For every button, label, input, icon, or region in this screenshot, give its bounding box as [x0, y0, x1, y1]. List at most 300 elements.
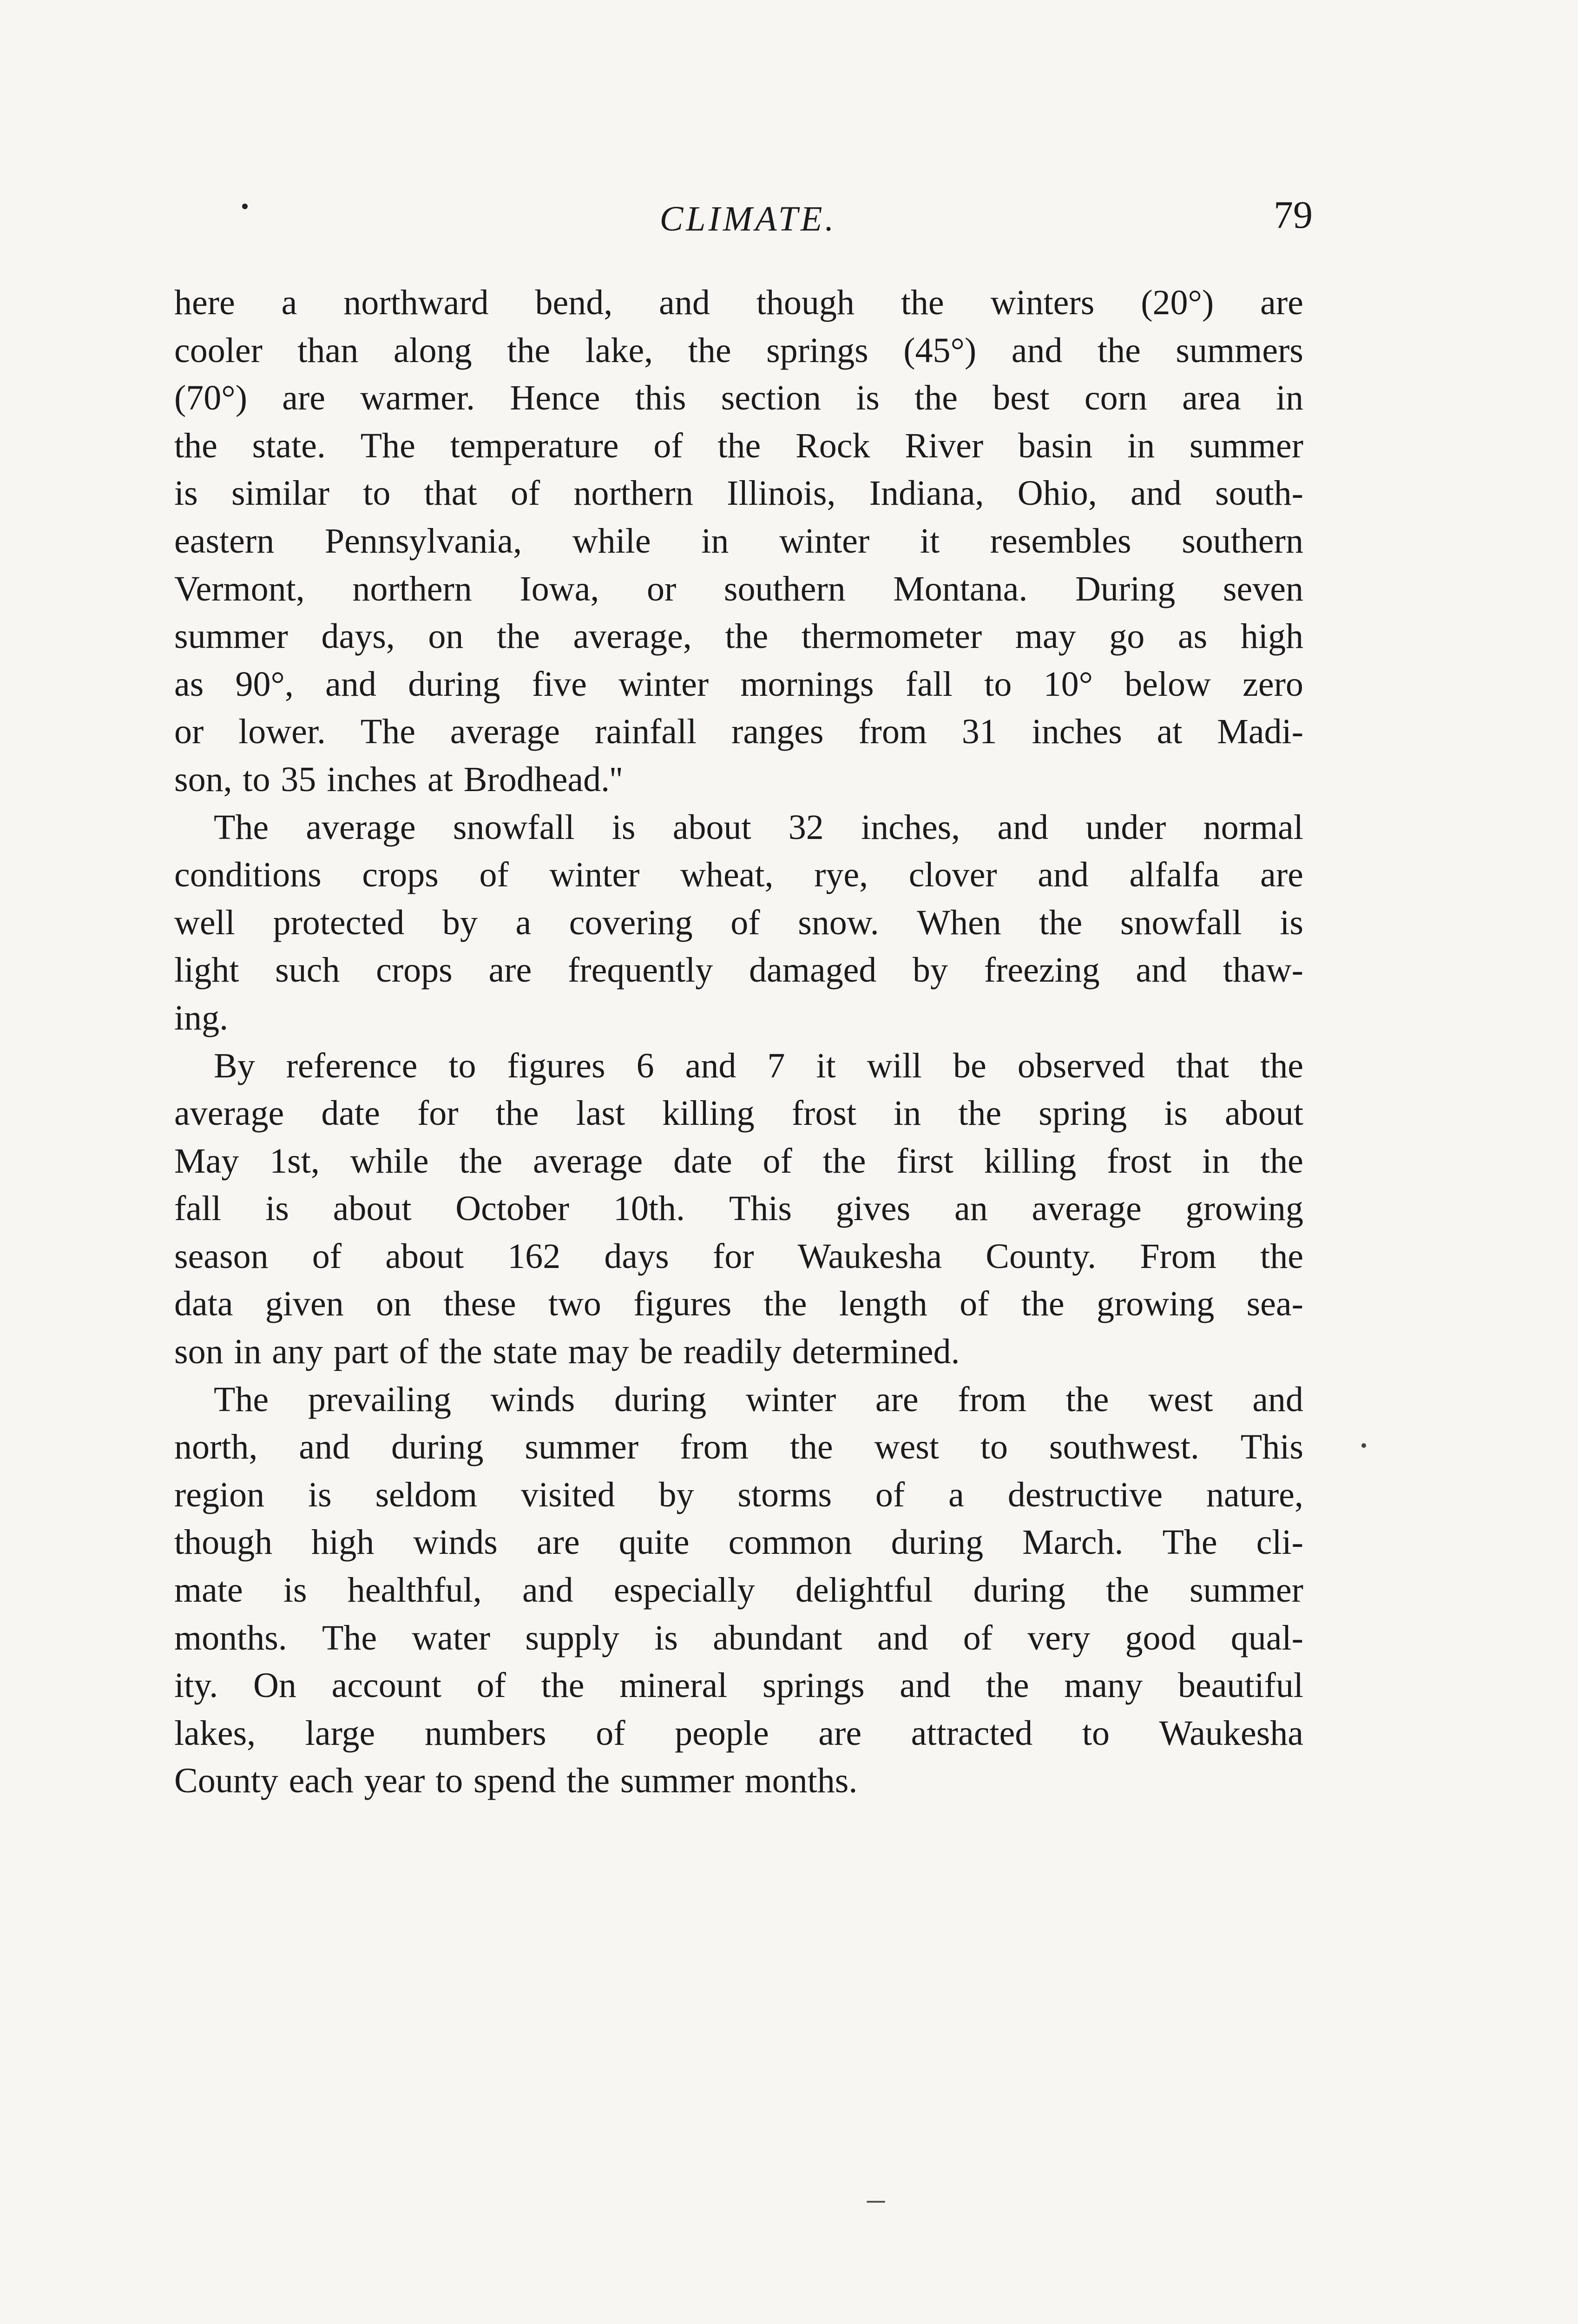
word: are	[488, 951, 532, 990]
word: area	[1182, 378, 1241, 418]
word: from	[680, 1427, 749, 1467]
word: of	[312, 1236, 342, 1276]
word: and	[900, 1666, 951, 1705]
word: inches	[327, 759, 417, 799]
word: are	[1260, 855, 1303, 895]
word: rye,	[814, 855, 868, 895]
word: well	[174, 903, 235, 942]
word: snow.	[798, 903, 879, 942]
word: lake,	[585, 330, 653, 370]
word: given	[265, 1284, 344, 1324]
text-line	[174, 756, 1303, 804]
word: 6	[636, 1046, 654, 1085]
word: it	[816, 1046, 836, 1085]
word: summer	[620, 1761, 734, 1801]
word: Hence	[510, 378, 600, 418]
word: in	[701, 521, 729, 561]
word: The	[214, 1380, 269, 1419]
word: during	[891, 1523, 984, 1562]
word: southern	[723, 569, 846, 608]
word: days,	[321, 617, 395, 656]
word: alfalfa	[1129, 855, 1220, 895]
word: the	[1106, 1571, 1149, 1610]
text-line	[174, 1471, 1303, 1519]
word: killing	[984, 1141, 1077, 1181]
word: winter	[745, 1380, 836, 1419]
word: of	[875, 1475, 905, 1514]
word: attracted	[911, 1713, 1033, 1753]
page-number: 79	[1274, 193, 1313, 237]
word: region	[174, 1475, 265, 1514]
body-text	[174, 279, 1303, 1805]
word: state	[493, 1332, 558, 1372]
word: qual-	[1230, 1618, 1303, 1657]
text-line	[174, 708, 1303, 756]
word: The	[360, 426, 415, 465]
word: and	[1011, 330, 1063, 370]
word: visited	[520, 1475, 615, 1514]
word: data	[174, 1284, 233, 1324]
ink-speck	[867, 2201, 885, 2203]
word: and	[1136, 951, 1187, 990]
word: of	[476, 1666, 506, 1705]
word: Rock	[796, 426, 870, 465]
word: seven	[1223, 569, 1303, 608]
word: covering	[569, 903, 693, 942]
word: the	[688, 330, 731, 370]
word: the	[1260, 1046, 1303, 1085]
word: that	[1176, 1046, 1230, 1085]
word: spend	[473, 1761, 556, 1801]
word: healthful,	[347, 1571, 482, 1610]
word: during	[614, 1380, 707, 1419]
word: the	[174, 426, 217, 465]
word: storms	[737, 1475, 832, 1514]
word: average	[306, 807, 416, 847]
word: clover	[908, 855, 997, 895]
running-head	[184, 190, 1313, 245]
word: length	[839, 1284, 927, 1324]
word: will	[867, 1046, 922, 1085]
word: winters	[990, 283, 1095, 322]
word: crops	[362, 855, 439, 895]
word: date	[673, 1141, 732, 1181]
word: at	[427, 759, 453, 799]
word: to	[448, 1046, 476, 1085]
word: The	[214, 807, 269, 847]
word: good	[1125, 1618, 1196, 1657]
word: 1st,	[270, 1141, 320, 1181]
word: along	[393, 330, 472, 370]
word: is	[611, 807, 636, 847]
text-line	[174, 1042, 1303, 1090]
word: 35	[281, 759, 316, 799]
word: while	[572, 521, 651, 561]
word: ing.	[174, 998, 229, 1037]
word: snowfall	[453, 807, 575, 847]
word: is	[265, 1189, 289, 1228]
word: gives	[835, 1189, 911, 1228]
word: and	[877, 1618, 928, 1657]
word: May	[174, 1141, 239, 1181]
word: by	[658, 1475, 694, 1514]
word: of	[653, 426, 683, 465]
word: warmer.	[360, 378, 475, 418]
text-line	[174, 1710, 1303, 1757]
word: Madi-	[1217, 712, 1303, 752]
word: by	[442, 903, 478, 942]
word: may	[1015, 617, 1076, 656]
word: 10th.	[613, 1189, 685, 1228]
word: water	[412, 1618, 491, 1657]
word: is	[654, 1618, 678, 1657]
word: of	[596, 1713, 625, 1753]
word: winter	[549, 855, 640, 895]
word: Waukesha	[797, 1236, 942, 1276]
running-title: CLIMATE.	[659, 199, 837, 238]
word: average	[533, 1141, 643, 1181]
word: thermometer	[801, 617, 982, 656]
word: though	[756, 283, 855, 322]
word: about	[385, 1236, 464, 1276]
word: light	[174, 951, 239, 990]
word: son,	[174, 759, 232, 799]
word: date	[321, 1094, 380, 1133]
text-line	[174, 1137, 1303, 1185]
word: delightful	[795, 1571, 933, 1610]
text-line	[174, 469, 1303, 517]
text-line	[174, 660, 1303, 708]
word: inches	[1032, 712, 1122, 752]
word: under	[1085, 807, 1166, 847]
word: northern	[573, 474, 693, 513]
word: Illinois,	[727, 474, 836, 513]
word: the	[541, 1666, 585, 1705]
word: the	[901, 283, 944, 322]
word: two	[548, 1284, 601, 1324]
word: Waukesha	[1159, 1713, 1303, 1753]
word: snowfall	[1120, 903, 1242, 942]
word: (70°)	[174, 378, 248, 418]
word: resembles	[990, 521, 1131, 561]
word: and	[299, 1427, 350, 1467]
word: Brodhead.''	[463, 759, 623, 799]
word: to	[363, 474, 391, 513]
word: The	[360, 712, 415, 752]
word: is	[174, 474, 198, 513]
word: On	[253, 1666, 296, 1705]
word: are	[1260, 283, 1303, 322]
word: The	[1162, 1523, 1217, 1562]
word: figures	[633, 1284, 732, 1324]
word: is	[283, 1571, 307, 1610]
text-line	[174, 327, 1303, 375]
word: are	[875, 1380, 919, 1419]
word: the	[822, 1141, 866, 1181]
word: eastern	[174, 521, 275, 561]
word: the	[1039, 903, 1083, 942]
word: bend,	[535, 283, 613, 322]
word: the	[495, 1094, 539, 1133]
word: the	[439, 1332, 482, 1372]
word: Iowa,	[519, 569, 599, 608]
word: (45°)	[903, 330, 977, 370]
word: average,	[573, 617, 692, 656]
word: the	[497, 617, 540, 656]
word: springs	[763, 1666, 865, 1705]
word: corn	[1084, 378, 1147, 418]
word: season	[174, 1236, 269, 1276]
word: though	[174, 1523, 273, 1562]
word: west	[874, 1427, 939, 1467]
word: the	[507, 330, 551, 370]
word: The	[322, 1618, 377, 1657]
text-line	[174, 1328, 1303, 1376]
word: destructive	[1007, 1475, 1163, 1514]
word: supply	[525, 1618, 620, 1657]
word: Ohio,	[1017, 474, 1097, 513]
word: the	[1065, 1380, 1109, 1419]
text-line	[174, 1519, 1303, 1566]
word: a	[515, 903, 532, 942]
word: are	[282, 378, 326, 418]
word: killing	[662, 1094, 755, 1133]
word: and	[325, 664, 376, 704]
word: in	[1127, 426, 1155, 465]
word: in	[1276, 378, 1303, 418]
text-line	[174, 565, 1303, 613]
word: about	[1225, 1094, 1303, 1133]
word: the	[986, 1666, 1029, 1705]
word: are	[818, 1713, 862, 1753]
word: people	[675, 1713, 769, 1753]
word: five	[532, 664, 587, 704]
word: by	[913, 951, 948, 990]
word: south-	[1215, 474, 1303, 513]
word: northward	[343, 283, 489, 322]
word: is	[1280, 903, 1303, 942]
word: rainfall	[594, 712, 697, 752]
word: October	[455, 1189, 570, 1228]
word: Vermont,	[174, 569, 305, 608]
word: year	[364, 1761, 425, 1801]
word: growing	[1096, 1284, 1215, 1324]
word: inches,	[861, 807, 960, 847]
word: mineral	[619, 1666, 728, 1705]
word: a	[948, 1475, 964, 1514]
word: be	[639, 1332, 673, 1372]
word: readily	[683, 1332, 782, 1372]
word: son	[174, 1332, 224, 1372]
word: of	[730, 903, 760, 942]
word: wheat,	[680, 855, 774, 895]
word: is	[1164, 1094, 1188, 1133]
word: By	[214, 1046, 255, 1085]
text-line	[174, 1089, 1303, 1137]
word: especially	[613, 1571, 755, 1610]
word: to	[980, 1427, 1008, 1467]
word: as	[1177, 617, 1208, 656]
word: similar	[231, 474, 330, 513]
word: conditions	[174, 855, 322, 895]
word: go	[1109, 617, 1145, 656]
word: months.	[744, 1761, 858, 1801]
word: that	[424, 474, 477, 513]
word: of	[399, 1332, 429, 1372]
word: normal	[1203, 807, 1303, 847]
word: these	[443, 1284, 516, 1324]
word: lakes,	[174, 1713, 256, 1753]
word: last	[576, 1094, 625, 1133]
word: the	[1021, 1284, 1065, 1324]
word: fall	[174, 1189, 222, 1228]
word: zero	[1243, 664, 1303, 704]
word: winter	[618, 664, 709, 704]
word: protected	[273, 903, 405, 942]
text-line	[174, 1423, 1303, 1471]
word: (20°)	[1141, 283, 1214, 322]
word: at	[1157, 712, 1183, 752]
word: in	[234, 1332, 262, 1372]
word: winds	[413, 1523, 498, 1562]
word: This	[1240, 1427, 1303, 1467]
word: prevailing	[308, 1380, 451, 1419]
word: average	[450, 712, 560, 752]
word: observed	[1017, 1046, 1145, 1085]
word: basin	[1018, 426, 1093, 465]
word: fall	[905, 664, 953, 704]
word: an	[954, 1189, 988, 1228]
word: From	[1140, 1236, 1216, 1276]
text-line	[174, 1376, 1303, 1424]
word: crops	[376, 951, 453, 990]
word: mate	[174, 1571, 243, 1610]
word: first	[896, 1141, 953, 1181]
word: or	[174, 712, 204, 752]
word: a	[281, 283, 297, 322]
word: summer	[174, 617, 288, 656]
word: sea-	[1246, 1284, 1303, 1324]
word: spring	[1039, 1094, 1127, 1133]
word: the	[914, 378, 958, 418]
text-line	[174, 374, 1303, 422]
word: frequently	[567, 951, 713, 990]
word: for	[417, 1094, 459, 1133]
word: state.	[252, 426, 326, 465]
word: many	[1064, 1666, 1143, 1705]
word: and	[659, 283, 710, 322]
word: 32	[788, 807, 824, 847]
word: and	[1131, 474, 1182, 513]
word: best	[993, 378, 1050, 418]
word: 7	[767, 1046, 785, 1085]
word: the	[1260, 1236, 1303, 1276]
text-line	[174, 1757, 1303, 1805]
word: the	[566, 1761, 610, 1801]
text-line	[174, 1614, 1303, 1662]
word: during	[408, 664, 500, 704]
word: River	[905, 426, 984, 465]
word: 162	[507, 1236, 561, 1276]
word: summer	[525, 1427, 639, 1467]
word: the	[958, 1094, 1002, 1133]
word: During	[1075, 569, 1176, 608]
text-line	[174, 994, 1303, 1042]
word: southwest.	[1049, 1427, 1199, 1467]
text-line	[174, 1185, 1303, 1233]
word: in	[1202, 1141, 1230, 1181]
word: the	[763, 1284, 807, 1324]
word: and	[997, 807, 1049, 847]
word: part	[333, 1332, 388, 1372]
word: on	[376, 1284, 412, 1324]
text-line	[174, 1566, 1303, 1614]
word: the	[717, 426, 761, 465]
text-line	[174, 946, 1303, 994]
word: northern	[352, 569, 472, 608]
word: to	[435, 1761, 463, 1801]
word: each	[289, 1761, 354, 1801]
word: and	[685, 1046, 736, 1085]
word: County.	[986, 1236, 1097, 1276]
word: Montana.	[893, 569, 1028, 608]
word: 90°,	[235, 664, 294, 704]
word: ranges	[731, 712, 824, 752]
word: than	[297, 330, 359, 370]
word: account	[331, 1666, 441, 1705]
word: beautiful	[1177, 1666, 1303, 1705]
word: freezing	[984, 951, 1100, 990]
word: from	[958, 1380, 1026, 1419]
word: to	[1082, 1713, 1110, 1753]
word: March.	[1022, 1523, 1124, 1562]
text-line	[174, 613, 1303, 660]
word: of	[510, 474, 540, 513]
word: average	[174, 1094, 284, 1133]
word: growing	[1185, 1189, 1303, 1228]
text-line	[174, 851, 1303, 899]
text-line	[174, 422, 1303, 470]
word: and	[1252, 1380, 1303, 1419]
word: frost	[791, 1094, 857, 1133]
word: the	[1098, 330, 1141, 370]
word: is	[308, 1475, 332, 1514]
word: cooler	[174, 330, 263, 370]
word: nature,	[1206, 1475, 1303, 1514]
word: or	[646, 569, 677, 608]
word: 10°	[1043, 664, 1093, 704]
word: frost	[1106, 1141, 1172, 1181]
word: When	[917, 903, 1001, 942]
word: Indiana,	[869, 474, 984, 513]
word: determined.	[792, 1332, 960, 1372]
word: summers	[1176, 330, 1303, 370]
word: southern	[1182, 521, 1303, 561]
word: during	[391, 1427, 484, 1467]
word: any	[272, 1332, 323, 1372]
word: north,	[174, 1427, 258, 1467]
word: of	[763, 1141, 792, 1181]
word: are	[536, 1523, 580, 1562]
word: numbers	[424, 1713, 546, 1753]
word: abundant	[713, 1618, 842, 1657]
word: in	[894, 1094, 921, 1133]
word: very	[1027, 1618, 1091, 1657]
text-line	[174, 1233, 1303, 1281]
word: large	[305, 1713, 375, 1753]
word: on	[428, 617, 464, 656]
word: about	[333, 1189, 412, 1228]
